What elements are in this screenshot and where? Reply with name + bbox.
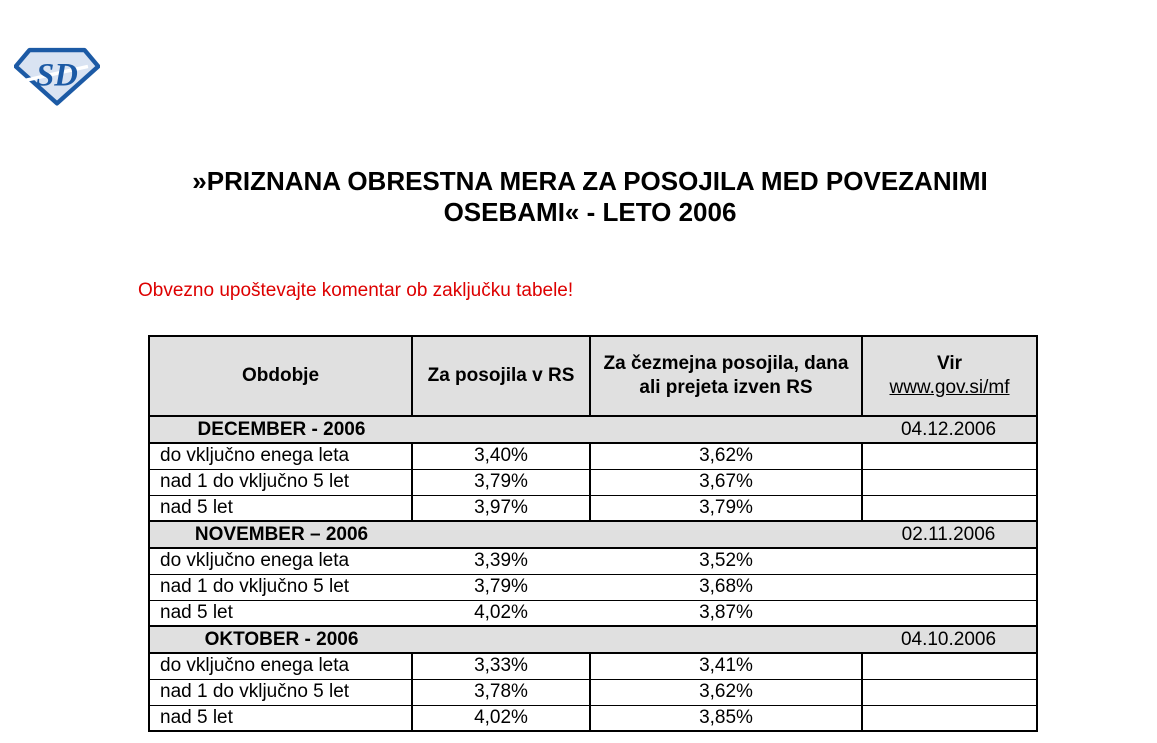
rs-rate: 4,02% — [412, 705, 590, 731]
cross-rate: 3,67% — [590, 469, 862, 495]
month-label: DECEMBER - 2006 — [197, 418, 366, 440]
page-title-line1: »PRIZNANA OBRESTNA MERA ZA POSOJILA MED POVEZANIMI — [192, 166, 988, 196]
rs-rate: 3,97% — [412, 495, 590, 521]
table-row — [149, 495, 1037, 521]
vir-cell-empty — [862, 705, 1037, 731]
vir-cell-empty — [862, 443, 1037, 469]
section-date: 04.12.2006 — [900, 418, 997, 440]
month-section-row-december — [149, 416, 1037, 443]
month-section-row-november — [149, 521, 1037, 548]
section-date: 04.10.2006 — [900, 628, 997, 650]
cross-rate: 3,87% — [590, 600, 862, 626]
row-label: nad 1 do vključno 5 let — [149, 679, 412, 705]
cross-rate: 3,52% — [590, 548, 862, 574]
row-label: do vključno enega leta — [149, 548, 412, 574]
rs-rate: 3,79% — [412, 469, 590, 495]
col-header-cezmejna: Za čezmejna posojila, dana ali prejeta izven RS — [590, 336, 862, 416]
cross-rate: 3,79% — [590, 495, 862, 521]
row-label: nad 1 do vključno 5 let — [149, 469, 412, 495]
row-label: nad 1 do vključno 5 let — [149, 574, 412, 600]
cross-rate: 3,62% — [590, 443, 862, 469]
col-header-obdobje: Obdobje — [149, 336, 412, 416]
rs-rate: 3,33% — [412, 653, 590, 679]
rs-rate: 3,78% — [412, 679, 590, 705]
table-header-row — [149, 336, 1037, 416]
vir-cell-empty — [862, 469, 1037, 495]
vir-cell-empty — [862, 574, 1037, 600]
vir-cell-empty — [862, 548, 1037, 574]
col-header-posojila-rs: Za posojila v RS — [412, 336, 590, 416]
table-row — [149, 574, 1037, 600]
month-section-row-oktober — [149, 626, 1037, 653]
page-title — [30, 166, 1150, 228]
rs-rate: 3,40% — [412, 443, 590, 469]
table-row — [149, 548, 1037, 574]
vir-cell-empty — [862, 653, 1037, 679]
company-logo — [14, 44, 100, 106]
table-row — [149, 443, 1037, 469]
table-row — [149, 469, 1037, 495]
section-date: 02.11.2006 — [901, 523, 996, 545]
month-label: OKTOBER - 2006 — [204, 628, 359, 650]
row-label: nad 5 let — [149, 600, 412, 626]
row-label: do vključno enega leta — [149, 653, 412, 679]
vir-cell-empty — [862, 600, 1037, 626]
month-label: NOVEMBER – 2006 — [194, 523, 369, 545]
table-row — [149, 679, 1037, 705]
row-label: nad 5 let — [149, 495, 412, 521]
col-header-vir — [862, 336, 1037, 416]
sd-diamond-icon — [14, 44, 100, 106]
cross-rate: 3,62% — [590, 679, 862, 705]
table-row — [149, 705, 1037, 731]
row-label: nad 5 let — [149, 705, 412, 731]
interest-rates-table — [148, 335, 1038, 732]
row-label: do vključno enega leta — [149, 443, 412, 469]
vir-link[interactable]: www.gov.si/mf — [889, 377, 1010, 398]
notice-text: Obvezno upoštevajte komentar ob zaključku tabele! — [138, 280, 574, 301]
page-title-line2: OSEBAMI« - LETO 2006 — [443, 197, 737, 227]
table-row — [149, 600, 1037, 626]
vir-cell-empty — [862, 679, 1037, 705]
cross-rate: 3,68% — [590, 574, 862, 600]
rs-rate: 3,39% — [412, 548, 590, 574]
vir-label: Vir — [936, 352, 962, 374]
rs-rate: 4,02% — [412, 600, 590, 626]
table-row — [149, 653, 1037, 679]
logo-letters: SD — [36, 57, 78, 94]
vir-cell-empty — [862, 495, 1037, 521]
rs-rate: 3,79% — [412, 574, 590, 600]
cross-rate: 3,41% — [590, 653, 862, 679]
cross-rate: 3,85% — [590, 705, 862, 731]
